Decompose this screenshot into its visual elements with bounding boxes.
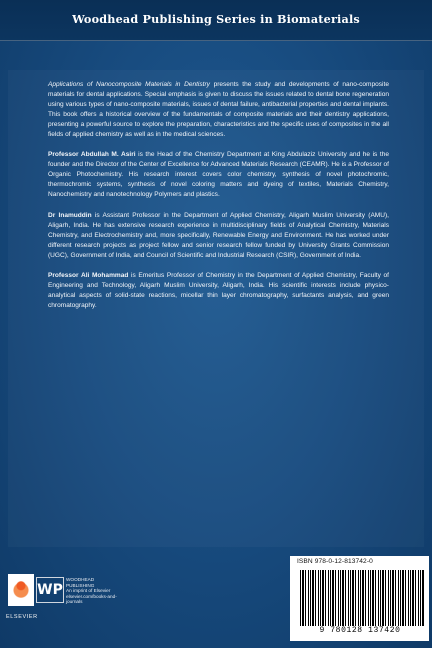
- blurb-text: [48, 80, 389, 321]
- author-bio-mohammad: [48, 271, 389, 311]
- woodhead-name-line2: PUBLISHING: [66, 582, 95, 588]
- elsevier-label: ELSEVIER: [6, 614, 38, 620]
- barcode-bars: [300, 570, 424, 626]
- author-bio-mohammad-body: is Emeritus Professor of Chemistry in the Department of Applied Chemistry, Faculty of Engineering and Technology, Aligarh Muslim University, Aligarh, India. His scientific interests include physico-analytical aspects of solid-state reactions, micellar thin layer chromatography, surfactants analysis, and green chromatography.: [48, 271, 389, 309]
- woodhead-name-line1: WOODHEAD: [66, 577, 95, 582]
- elsevier-tree-icon: [11, 577, 31, 599]
- author-bio-inamuddin-body: is Assistant Professor in the Department of Applied Chemistry, Aligarh Muslim University (AMU), Aligarh, India. He has extensive research experience in multidisciplinary fields of Analytical Chemistry, Materials Chemistry, and Electrochemistry and, more specifically, Renewable Energy and Environment. He has worked under different research projects as project fellow and senior research fellow funded by University Grants Commission (UGC), Government of India, and Council of Scientific and Industrial Research (CSIR), Government of India.: [48, 211, 389, 259]
- book-description: [48, 80, 389, 140]
- book-title: Applications of Nanocomposite Materials in Dentistry: [48, 81, 210, 88]
- isbn-label: ISBN 978-0-12-813742-0: [297, 558, 373, 565]
- series-banner: [0, 0, 432, 41]
- series-title: Woodhead Publishing Series in Biomaterials: [72, 12, 360, 26]
- book-description-body: presents the study and developments of nano-composite materials for dental applications. Special emphasis is given to discuss the issues related to dental bone regeneration using various types of nano-composite materials, issues of dental failure, antibacterial properties and dental implants. This book offers a historical overview of the fundamentals of composite materials and their dentistry applications, presenting a powerful source to explore the preparation, characteristics and the specific uses of composites in the all fields of applied chemistry as well as in the medical sciences.: [48, 81, 389, 139]
- author-bio-asiri: [48, 150, 389, 200]
- author-name-mohammad: Professor Ali Mohammad: [48, 271, 129, 279]
- woodhead-tagline: An imprint of Elsevier: [66, 588, 111, 594]
- elsevier-logo: [8, 574, 34, 606]
- woodhead-logo: WP: [36, 577, 64, 603]
- author-bio-asiri-body: is the Head of the Chemistry Department at King Abdulaziz University and he is the founder and the Director of the Center of Excellence for Advanced Materials Research (CEAMR). He is a Professor of Organic Photochemistry. His research interest covers color chemistry, synthesis of novel photochromic, thermochromic systems, synthesis of novel coloring matters and dyeing of textiles, Materials Chemistry, Nanochemistry and nanotechnology Polymers and plastics.: [48, 151, 389, 199]
- author-bio-inamuddin: [48, 211, 389, 261]
- author-name-inamuddin: Dr Inamuddin: [48, 211, 92, 219]
- woodhead-url: elsevier.com/books-and-journals: [66, 593, 117, 605]
- author-name-asiri: Professor Abdullah M. Asiri: [48, 151, 136, 159]
- barcode: [290, 556, 429, 641]
- barcode-number: 9 780128 137420: [319, 626, 401, 635]
- woodhead-info: [66, 577, 122, 605]
